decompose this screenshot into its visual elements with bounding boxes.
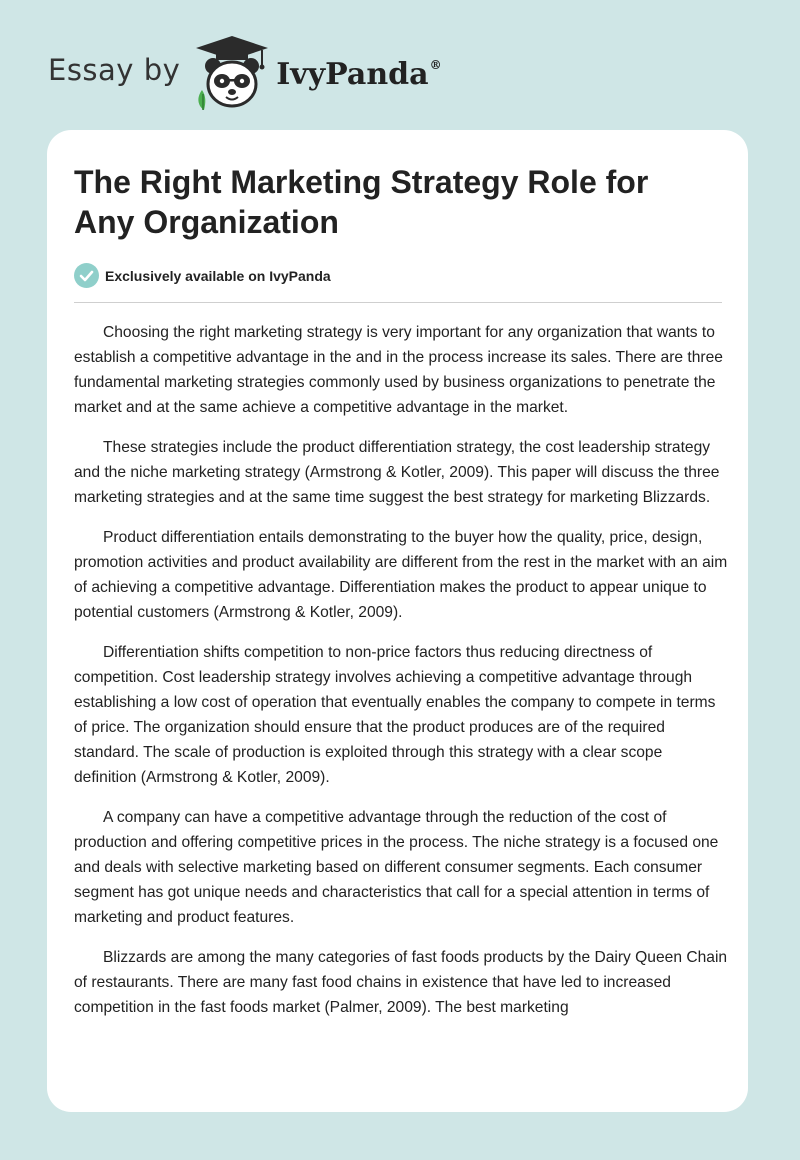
paragraph: Product differentiation entails demonstrating to the buyer how the quality, price, design, promotion activities and product availability are different from the rest in the market with an aim of achieving a competitive advantage. Differentiation makes the product to appear unique to potential customers (Armstrong & Kotler, 2009). bbox=[74, 529, 728, 621]
essay-title: The Right Marketing Strategy Role for Any Organization bbox=[74, 164, 649, 240]
paragraph: Choosing the right marketing strategy is very important for any organization that wants to establish a competitive advantage in the and in the process increase its sales. There are three fundamental marketing strategies commonly used by business organizations to penetrate the market and at the same achieve a competitive advantage in the market. bbox=[74, 324, 723, 416]
essay-by-label: Essay by bbox=[48, 53, 181, 87]
checkmark-icon bbox=[74, 263, 99, 288]
paragraph: A company can have a competitive advantage through the reduction of the cost of production and offering competitive prices in the process. The niche strategy is a focused one and deals with selective marketing based on different consumer segments. Each consumer segment has got unique needs and characteristics that call for a special attention in terms of marketing and product features. bbox=[74, 809, 719, 926]
title-divider bbox=[74, 302, 722, 303]
brand-name: IvyPanda® bbox=[276, 56, 442, 92]
exclusive-label: Exclusively available on IvyPanda bbox=[105, 267, 331, 284]
paragraph: These strategies include the product differentiation strategy, the cost leadership strategy and the niche marketing strategy (Armstrong & Kotler, 2009). This paper will discuss the three marketing strategies and at the same time suggest the best strategy for marketing Blizzards. bbox=[74, 439, 720, 506]
paragraph: Blizzards are among the many categories of fast foods products by the Dairy Queen Chain of restaurants. There are many fast food chains in existence that have led to increased competition in the fast foods market (Palmer, 2009). The best marketing bbox=[74, 949, 728, 1016]
essay-card bbox=[47, 130, 748, 1112]
exclusive-badge bbox=[74, 263, 331, 288]
panda-logo-icon[interactable] bbox=[192, 32, 272, 112]
paragraph: Differentiation shifts competition to non-price factors thus reducing directness of competition. Cost leadership strategy involves achieving a competitive advantage through establishing a low cost of operation that eventually enables the company to compete in terms of price. The organization should ensure that the product produces are of the required standard. The scale of production is exploited through this strategy with a clear scope definition (Armstrong & Kotler, 2009). bbox=[74, 644, 716, 786]
site-header bbox=[48, 32, 442, 112]
essay-body bbox=[74, 320, 728, 1035]
